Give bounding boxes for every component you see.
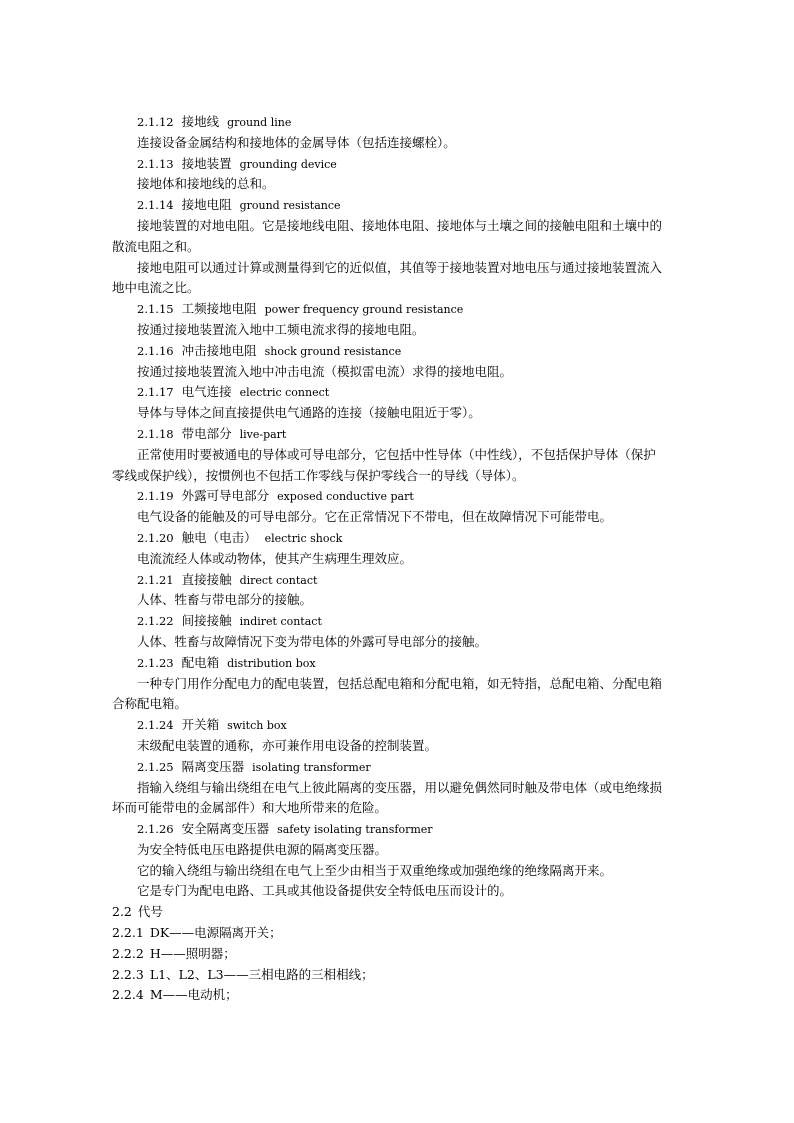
term-english: ground resistance <box>239 199 341 213</box>
term-english: indiret contact <box>239 615 322 629</box>
code-entry <box>112 923 692 944</box>
definition-paragraph: 按通过接地装置流入地中冲击电流（模拟雷电流）求得的接地电阻。 <box>137 363 513 379</box>
term-heading <box>112 382 692 403</box>
clause-number: 2.1.25 <box>137 759 174 774</box>
clause-number: 2.1.12 <box>137 115 174 129</box>
term-chinese: 安全隔离变压器 <box>181 821 270 837</box>
definition-paragraph: 连接设备金属结构和接地体的金属导体（包括连接螺栓）。 <box>137 134 456 150</box>
clause-number: 2.1.24 <box>137 718 174 733</box>
clause-number: 2.1.17 <box>137 385 174 400</box>
term-chinese: 接地装置 <box>181 155 232 171</box>
definition-paragraph: 末级配电装置的通称，亦可兼作用电设备的控制装置。 <box>137 737 438 753</box>
code-text: 代号 <box>137 904 163 920</box>
clause-number: 2.1.15 <box>137 302 174 317</box>
term-english: shock ground resistance <box>264 344 402 358</box>
term-english: electric shock <box>264 531 343 545</box>
term-english: power frequency ground resistance <box>264 303 464 317</box>
clause-number: 2.1.26 <box>137 822 174 837</box>
term-heading <box>112 341 692 362</box>
term-english: safety isolating transformer <box>277 823 433 837</box>
clause-number: 2.1.22 <box>137 614 174 629</box>
term-chinese: 隔离变压器 <box>181 758 245 774</box>
term-english: electric connect <box>239 386 330 400</box>
term-heading <box>112 819 692 840</box>
clause-number: 2.1.13 <box>137 156 174 171</box>
code-text: DK——电源隔离开关； <box>149 925 282 941</box>
code-entry <box>112 902 692 923</box>
definition-paragraph: 指输入绕组与输出绕组在电气上彼此隔离的变压器，用以避免偶然同时触及带电体（或电绝缘损 <box>137 779 663 795</box>
term-heading <box>112 570 692 591</box>
clause-number: 2.1.16 <box>137 343 174 358</box>
term-chinese: 配电箱 <box>181 654 220 670</box>
definition-paragraph: 导体与导体之间直接提供电气通路的连接（接触电阻近于零）。 <box>137 405 481 421</box>
term-chinese: 触电（电击） <box>181 529 257 545</box>
term-heading <box>112 486 692 507</box>
term-english: exposed conductive part <box>277 490 414 504</box>
term-heading <box>112 715 692 736</box>
code-entry <box>112 985 692 1006</box>
clause-number: 2.1.20 <box>137 530 174 545</box>
code-entry <box>112 944 692 965</box>
definition-continuation: 坏而可能带电的金属部件）和大地所带来的危险。 <box>112 800 388 816</box>
term-chinese: 电气连接 <box>181 384 232 400</box>
term-english: distribution box <box>227 656 316 670</box>
code-text: H——照明器； <box>149 945 236 961</box>
term-english: grounding device <box>239 157 337 171</box>
definition-paragraph: 人体、牲畜与故障情况下变为带电体的外露可导电部分的接触。 <box>137 633 488 649</box>
definition-continuation: 零线或保护线），按惯例也不包括工作零线与保护零线合一的导线（导体）。 <box>112 467 525 483</box>
definition-paragraph: 为安全特低电压电路提供电源的隔离变压器。 <box>137 841 388 857</box>
definition-continuation: 合称配电箱。 <box>112 696 188 712</box>
clause-number: 2.1.14 <box>137 198 174 213</box>
clause-number: 2.2.2 <box>112 945 144 961</box>
term-heading <box>112 195 692 216</box>
definition-paragraph: 人体、牲畜与带电部分的接触。 <box>137 592 313 608</box>
definition-continuation: 散流电阻之和。 <box>112 238 200 254</box>
definition-paragraph: 按通过接地装置流入地中工频电流求得的接地电阻。 <box>137 321 425 337</box>
term-chinese: 接地电阻 <box>181 197 232 213</box>
term-heading <box>112 112 692 133</box>
term-heading <box>112 653 692 674</box>
code-text: M——电动机； <box>149 987 238 1003</box>
term-heading <box>112 611 692 632</box>
clause-number: 2.2.3 <box>112 966 144 982</box>
term-heading <box>112 528 692 549</box>
term-chinese: 接地线 <box>181 114 220 129</box>
definition-paragraph: 电气设备的能触及的可导电部分。它在正常情况下不带电，但在故障情况下可能带电。 <box>137 509 613 525</box>
clause-number: 2.2 <box>112 904 132 920</box>
term-english: ground line <box>227 116 292 129</box>
term-chinese: 带电部分 <box>181 425 232 441</box>
code-entry <box>112 965 692 986</box>
term-chinese: 开关箱 <box>181 717 220 733</box>
definition-paragraph: 接地电阻可以通过计算或测量得到它的近似值，其值等于接地装置对地电压与通过接地装置流入 <box>137 259 663 275</box>
definition-continuation: 地中电流之比。 <box>112 280 200 296</box>
term-english: live-part <box>239 427 287 441</box>
definition-paragraph: 正常使用时要被通电的导体或可导电部分，它包括中性导体（中性线），不包括保护导体（保护 <box>137 446 656 462</box>
term-heading <box>112 424 692 445</box>
definition-paragraph: 一种专门用作分配电力的配电装置，包括总配电箱和分配电箱，如无特指，总配电箱、分配电箱 <box>137 675 663 691</box>
clause-number: 2.1.23 <box>137 655 174 670</box>
term-chinese: 间接接触 <box>181 613 232 629</box>
term-chinese: 冲击接地电阻 <box>181 342 257 358</box>
definition-paragraph: 接地装置的对地电阻。它是接地线电阻、接地体电阻、接地体与土壤之间的接触电阻和土壤中的 <box>137 217 663 233</box>
term-chinese: 工频接地电阻 <box>181 301 257 317</box>
term-heading <box>112 757 692 778</box>
clause-number: 2.1.19 <box>137 489 174 504</box>
document-body <box>112 112 692 1006</box>
term-english: switch box <box>227 719 287 733</box>
code-text: L1、L2、L3——三相电路的三相相线； <box>149 966 374 982</box>
term-chinese: 外露可导电部分 <box>181 488 270 504</box>
definition-paragraph: 它是专门为配电电路、工具或其他设备提供安全特低电压而设计的。 <box>137 883 513 899</box>
clause-number: 2.2.4 <box>112 987 144 1003</box>
term-english: isolating transformer <box>252 760 371 774</box>
clause-number: 2.1.18 <box>137 426 174 441</box>
term-heading <box>112 299 692 320</box>
definition-paragraph: 电流流经人体或动物体，使其产生病理生理效应。 <box>137 550 413 566</box>
term-heading <box>112 154 692 175</box>
term-english: direct contact <box>239 573 318 587</box>
clause-number: 2.1.21 <box>137 572 174 587</box>
definition-paragraph: 接地体和接地线的总和。 <box>137 176 275 192</box>
definition-paragraph: 它的输入绕组与输出绕组在电气上至少由相当于双重绝缘或加强绝缘的绝缘隔离开来。 <box>137 862 613 878</box>
term-chinese: 直接接触 <box>181 571 232 587</box>
clause-number: 2.2.1 <box>112 925 144 941</box>
